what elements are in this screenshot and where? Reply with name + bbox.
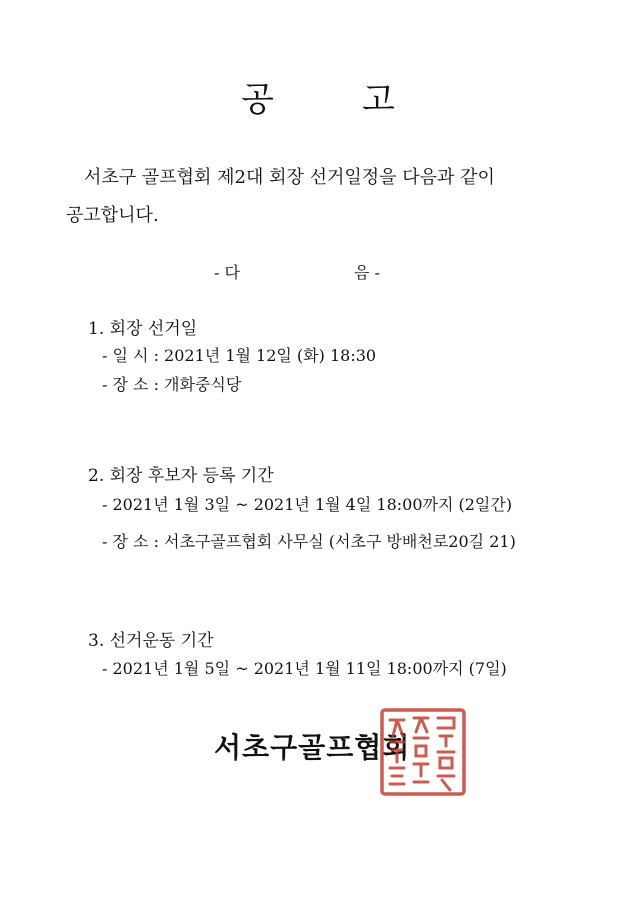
section-marker-right: 음 - xyxy=(354,263,380,282)
title-char-right: 고 xyxy=(362,80,395,120)
intro-line-1: 서초구 골프협회 제2대 회장 선거일정을 다음과 같이 xyxy=(84,167,495,188)
intro-line-2: 공고합니다. xyxy=(66,205,159,226)
section-1-line-2: - 장 소 : 개화중식당 xyxy=(102,375,242,394)
title-char-left: 공 xyxy=(241,80,274,120)
section-1-line-1: - 일 시 : 2021년 1월 12일 (화) 18:30 xyxy=(102,346,377,365)
section-1-heading: 1. 회장 선거일 xyxy=(88,319,198,339)
section-3-heading: 3. 선거운동 기간 xyxy=(88,631,214,651)
seal-text xyxy=(468,706,469,707)
section-2-heading: 2. 회장 후보자 등록 기간 xyxy=(88,466,274,486)
official-seal-stamp xyxy=(378,706,468,798)
organization-name: 서초구골프협회 xyxy=(214,731,411,764)
section-2-line-2: - 장 소 : 서초구골프협회 사무실 (서초구 방배천로20길 21) xyxy=(102,532,516,551)
document-title xyxy=(0,72,636,121)
section-marker-left: - 다 xyxy=(214,263,240,282)
section-2-line-1: - 2021년 1월 3일 ~ 2021년 1월 4일 18:00까지 (2일간) xyxy=(102,495,513,514)
section-3-line-1: - 2021년 1월 5일 ~ 2021년 1월 11일 18:00까지 (7일) xyxy=(102,659,507,678)
